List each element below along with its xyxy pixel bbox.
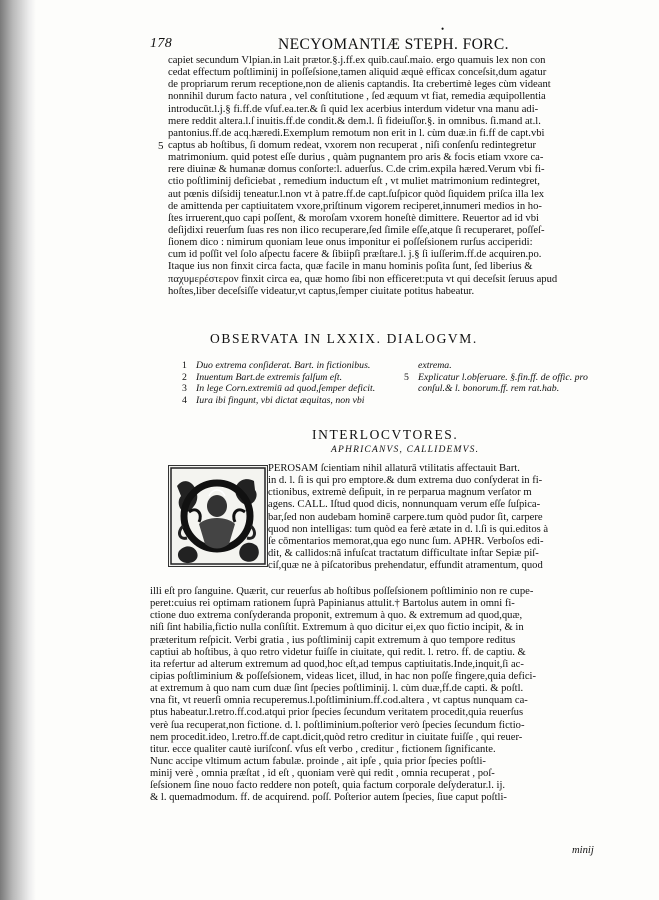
text-line: bar,ſed non audebam hominē carpere.tum quòd pudor ſit, carpere bbox=[268, 511, 543, 523]
page-number: 178 bbox=[150, 36, 173, 51]
ornamental-initial-p bbox=[168, 465, 268, 567]
text-line: matrimonium. quid potest eſſe durius , quàm pugnantem pro aris & focis etiam vxore ca- bbox=[168, 152, 544, 164]
observata-item bbox=[182, 383, 402, 395]
observata-item bbox=[182, 395, 402, 407]
observata-item bbox=[182, 372, 402, 384]
observata-text: Iura ibi fingunt, vbi dictat æquitas, non vbi bbox=[196, 394, 365, 406]
observata-text: Explicatur l.obſeruare. §.fin.ff. de offic. pro bbox=[418, 371, 588, 383]
text-line: verè ſua recuperat,non fictione. d. l. poſtliminium.poſterior verò ſpecies ſecundum fictio- bbox=[150, 719, 525, 731]
text-line: & l. quemadmodum. ff. de acquirend. poſſ. Poſterior autem ſpecies, ſiue caput poſtli- bbox=[150, 792, 507, 804]
margin-note-5: 5 bbox=[158, 140, 164, 152]
text-line: capiet secundum Vlpian.in l.ait prætor.§.j.ff.ex quib.cauſ.maio. ergo quamuis lex non con bbox=[168, 55, 546, 66]
text-line: mere reddit altera.l.ſ inuitis.ff.de condit.& dem.l. ſi fideiuſſor.§. in omnibus. ſi.mand at.l. bbox=[168, 115, 541, 127]
text-line: dit, & callidos:nā infuſcat tractatum difficultate inſtar Sepiæ piſ- bbox=[268, 547, 539, 559]
text-line: ſionem dico : nimirum quoniam leue onus imponitur ei poſſeſsionem rurſus acciperidi: bbox=[168, 237, 533, 249]
text-line: nem procedit.ideo, l.retro.ff.de capt.dicit,quòd retro creditur in ciuitate fuiſſe , qui reuer- bbox=[150, 731, 523, 743]
text-line: cipias poſtliminium & poſſeſsionem, videas licet, illud, in hac non poſſe fingere,quia defici- bbox=[150, 670, 536, 682]
top-mark: • bbox=[441, 24, 445, 34]
observata-text: conſul.& l. bonorum.ff. rem rat.hab. bbox=[418, 383, 560, 395]
text-line: rere diuinæ & humanæ domus conſorte:l. aduerſus. C.de crim.expila hæred.Verum vbi fi- bbox=[168, 164, 545, 176]
text-line: ctionibus, extremè deſipuit, in re perparua magnum verſator m bbox=[268, 487, 532, 499]
text-line: ſtes irruerent,quo capi poſſent, & moroſam vxorem honeſtè dimittere. Reuertor ad id vbi bbox=[168, 212, 539, 224]
text-line: captiui ab hoſtibus, à quo retro videtur fuiſſe in ciuitate, qui redit. l. retro. ff. de captiu. & bbox=[150, 646, 526, 658]
observata-item bbox=[404, 360, 614, 372]
text-line: nonnihil durum facto natura , vel conſtitutione , ſed æquum vt fiat, remedia æquipollentia bbox=[168, 91, 546, 103]
text-line: minij verè , omnia præſtat , id eſt , quoniam verè qui redit , omnia recuperat , poſ- bbox=[150, 768, 495, 780]
text-line: in d. l. ſi is qui pro emptore.& dum extrema duo conſyderat in fi- bbox=[268, 475, 543, 487]
observata-item bbox=[182, 360, 402, 372]
text-line: captus ab hoſtibus, ſi domum redeat, vxorem non recuperat , niſi conſenſu redintegretur bbox=[168, 139, 537, 151]
text-line: agens. CALL. Iſtud quod dicis, nonnunquam verum eſſe ſuſpica- bbox=[268, 499, 541, 511]
observata-text: Duo extrema conſiderat. Bart. in fictionibus. bbox=[196, 360, 371, 371]
text-line: PEROSAM ſcientiam nihil allaturā vtilitatis affectauit Bart. bbox=[268, 463, 520, 474]
text-line: niſi ſint habilia,fictio nulla conſiſtit. Extremum à quo dicitur ei,ex quo fictio incipit, & in bbox=[150, 622, 524, 634]
observata-item bbox=[404, 383, 614, 395]
text-line: præteritum reſpicit. Verbi gratia , ius poſtliminij capit extremum à quo tempore reditus bbox=[150, 634, 516, 646]
observata-list-left bbox=[182, 360, 402, 406]
observata-list-right bbox=[404, 360, 614, 395]
text-line: ptus habeatur.l.retro.ff.cod.atqui prior ſpecies ſecundum veritatem procedit,quia reuerſus bbox=[150, 707, 524, 719]
text-line: de amittenda per captiuitatem vxore,priſtinum vigorem reciperet,innumeri medios in ho- bbox=[168, 200, 542, 212]
catchword: minij bbox=[572, 845, 594, 856]
text-line: vna fit, vt reuerſi omnia recuperemus.l.poſtliminium.ff.cod.altera , vt captus nunquam ca- bbox=[150, 695, 528, 707]
text-line: peret:cuius rei optimam rationem ſuprà Papinianus attulit.† Bartolus autem in omni fi- bbox=[150, 598, 515, 610]
observata-number: 1 bbox=[182, 360, 187, 371]
text-line: introducūt.l.j.§ fi.ff.de vſuf.ea.ter.& ſi quid lex acerbius interdum videtur vna manu adi- bbox=[168, 103, 539, 115]
text-line: ſeſsionem ſine nouo facto reddere non poteſt, quia factum corporale deſyderatur.l. ij. bbox=[150, 780, 506, 792]
text-line: ita refertur ad alterum extremum ad quod,hoc eſt,ad tempus captiuitatis.Inde,inquit,ſi ac- bbox=[150, 658, 524, 670]
observata-text: Inuentum Bart.de extremis falſum eſt. bbox=[196, 371, 343, 383]
text-line: pantonius.ff.de acq.hæredi.Exemplum remotum non erit in l. cùm duæ.in fi.ff de capt.vbi bbox=[168, 127, 545, 139]
text-line: illi eſt pro ſanguine. Quærit, cur reuerſus ab hoſtibus poſſeſsionem poſtliminio non re cupe- bbox=[150, 586, 534, 597]
dialog-beside-initial bbox=[268, 463, 608, 572]
text-line: παχυμερέστερον finxit circa ea, quæ homo ſibi non efficeret:puta vt qui deceſsit ſeruus apud bbox=[168, 273, 558, 285]
text-line: Itaque ius non finxit circa facta, quæ facile in manu hominis poſita ſunt, ſed liberius & bbox=[168, 261, 533, 273]
interlocutores-heading: INTERLOCVTORES. bbox=[312, 427, 459, 442]
text-line: de propriarum rerum receptione,non de alienis captandis. Ita crebertimè leges cùm videant bbox=[168, 79, 551, 91]
observata-text: In lege Corn.extremiū ad quod,ſemper deficit. bbox=[196, 383, 376, 395]
ornament-icon bbox=[169, 466, 267, 566]
text-line: ctione duo extrema conſyderanda proponit, extremum à quo. & extremum ad quod,quæ, bbox=[150, 610, 523, 622]
text-line: quod non intelligas: tum quòd ea ferè ætate in d. l.ſi is qui.editos à bbox=[268, 523, 549, 535]
text-line: hoſtes,liber deceſsiſſe videatur,vt captus,ſemper ciuitate potitus habeatur. bbox=[168, 285, 475, 297]
text-line: ctio poſtliminij deficiebat , remedium inductum eſt , vt muliet matrimonium redintegret, bbox=[168, 176, 540, 188]
text-line: titur. ecce qualiter cautè iuriſconſ. vſus eſt verbo , creditur , fictionem ſignificante. bbox=[150, 743, 496, 755]
interlocutores-names: APHRICANVS, CALLIDEMVS. bbox=[331, 445, 480, 455]
text-line: at extremum à quo nam cum duæ ſint ſpecies poſtliminij. l. cùm duæ,ff.de capti. & poſtl. bbox=[150, 683, 524, 695]
page-gutter-shadow bbox=[0, 0, 36, 900]
observata-text: extrema. bbox=[418, 360, 452, 371]
observata-number: 4 bbox=[182, 394, 187, 406]
dialog-continued bbox=[150, 586, 610, 805]
paragraph-commentary bbox=[168, 55, 608, 298]
observata-number: 5 bbox=[404, 371, 409, 383]
observata-item bbox=[404, 372, 614, 384]
text-line: Nunc accipe vltimum actum fabulæ. proinde , ait ipſe , quia prior ſpecies poſtli- bbox=[150, 755, 486, 767]
text-line: cum id poſſit vel ſolo aſpectu facere & ſibiipſi præſtare.l. j.§ ſi iuſſerim.ff.de acquiren.po. bbox=[168, 249, 542, 261]
text-line: ſe cōmentarios memorat,qua ego nunc ſum. APHR. Verboſos edi- bbox=[268, 535, 544, 547]
text-line: ciſ,quæ ne à piſcatoribus prehendatur, effundit atramentum, quod bbox=[268, 560, 543, 572]
running-title: NECYOMANTIÆ STEPH. FORC. bbox=[278, 36, 509, 53]
text-line: cedat effectum poſtliminij in poſſeſsione,tamen aliquid æquè efficax conceſsit,dum agatur bbox=[168, 67, 547, 79]
observata-heading: OBSERVATA IN LXXIX. DIALOGVM. bbox=[210, 331, 478, 346]
text-line: aut pœnis diſsidij teneatur.l.non vt à patre.ff.de capt.ſuſpicor quòd ſiquidem priſca illa lex bbox=[168, 188, 545, 200]
text-line: deſijdixi reuerſum ſuas res non ilico recuperare,ſed ſimile eſſe,atque ſi recuperaret, poſſeſ- bbox=[168, 224, 545, 236]
observata-number: 2 bbox=[182, 371, 187, 383]
observata-number: 3 bbox=[182, 383, 187, 395]
